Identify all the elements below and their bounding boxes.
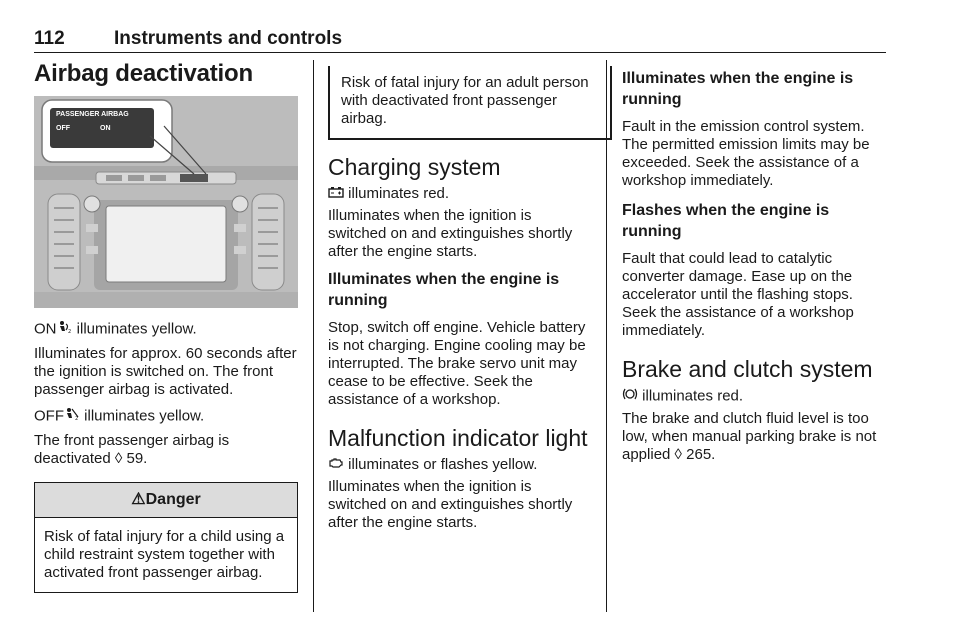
charging-subtitle: Illuminates when the engine is running (328, 271, 560, 310)
column-2 (328, 66, 590, 532)
off-line (34, 407, 298, 426)
on-prefix: ON (34, 320, 57, 338)
danger-title: Danger (145, 491, 201, 508)
mil-icon-text: illuminates or flashes yellow. (344, 456, 538, 474)
section-title-airbag: Airbag deactivation (34, 60, 253, 87)
danger-body (35, 518, 297, 592)
mil-subtitle-flashing: Flashes when the engine is running (622, 202, 830, 240)
column-divider (606, 60, 607, 612)
brake-desc-text: The brake and clutch fluid level is too low, when manual parking brake is not applied (622, 410, 877, 463)
brake-icon (622, 387, 638, 406)
section-title-charging: Charging system (328, 154, 501, 180)
page-ref-arrow-icon: ◊ (674, 446, 682, 463)
mil-icon-line (328, 456, 590, 474)
section-title-mil: Malfunction indicator light (328, 425, 588, 452)
charging-sub-description: Stop, switch off engine. Vehicle battery is not charging. Engine cooling may be interrupted. The brake servo unit may cease to be effective. Seek the assistance of a workshop. (328, 319, 586, 409)
airbag-on-icon (57, 320, 73, 339)
danger-box (34, 482, 298, 593)
engine-icon (328, 456, 344, 474)
mil-flashing-description: Fault that could lead to catalytic converter damage. Ease up on the accelerator until the flashing stops. Seek the assistance of a workshop immediately. (622, 250, 854, 339)
brake-icon-line (622, 387, 888, 406)
on-text: illuminates yellow. (72, 320, 197, 338)
figure-panel-title: PASSENGER AIRBAG (56, 111, 129, 118)
mil-running-description: Fault in the emission control system. The permitted emission limits may be exceeded. Seek the assistance of a workshop immediately. (622, 118, 870, 189)
charging-icon-text: illuminates red. (344, 185, 450, 202)
on-line (34, 320, 298, 339)
section-title-brake: Brake and clutch system (622, 356, 873, 382)
off-desc-text: The front passenger airbag is deactivated (34, 432, 230, 467)
figure-off-label: OFF (56, 125, 70, 132)
dashboard-illustration (34, 96, 298, 308)
charging-icon-line (328, 185, 590, 203)
danger-box-continued (328, 66, 612, 140)
column-1 (34, 60, 298, 593)
page-header (34, 28, 886, 53)
battery-icon (328, 185, 344, 203)
off-prefix: OFF (34, 407, 64, 425)
off-description (34, 432, 298, 468)
danger-text: Risk of fatal injury for a child using a child restraint system together with activated front passenger airbag. (44, 528, 285, 581)
warning-triangle-icon: ⚠ (131, 491, 146, 508)
column-3 (622, 68, 888, 464)
brake-description (622, 410, 888, 464)
figure-on-label: ON (100, 125, 111, 132)
on-description: Illuminates for approx. 60 seconds after the ignition is switched on. The front passenger airbag is activated. (34, 345, 297, 398)
page-ref-arrow-icon: ◊ (114, 450, 123, 467)
danger-header (35, 483, 297, 518)
brake-desc-ref[interactable]: 265. (686, 446, 716, 463)
dashboard-figure (34, 96, 298, 308)
mil-subtitle-running: Illuminates when the engine is running (622, 70, 854, 108)
svg-text:2: 2 (75, 416, 79, 421)
column-divider (313, 60, 314, 612)
svg-text:2: 2 (67, 329, 71, 334)
brake-icon-text: illuminates red. (638, 387, 744, 405)
off-desc-ref[interactable]: 59. (126, 450, 148, 467)
running-title: Instruments and controls (114, 28, 343, 49)
airbag-off-icon (64, 407, 80, 426)
danger-continued-text: Risk of fatal injury for an adult person with deactivated front passenger airbag. (341, 74, 589, 127)
page-number: 112 (34, 28, 65, 49)
mil-description: Illuminates when the ignition is switched on and extinguishes shortly after the engine starts. (328, 478, 573, 532)
off-text: illuminates yellow. (80, 407, 205, 425)
charging-description: Illuminates when the ignition is switched on and extinguishes shortly after the engine starts. (328, 207, 573, 261)
